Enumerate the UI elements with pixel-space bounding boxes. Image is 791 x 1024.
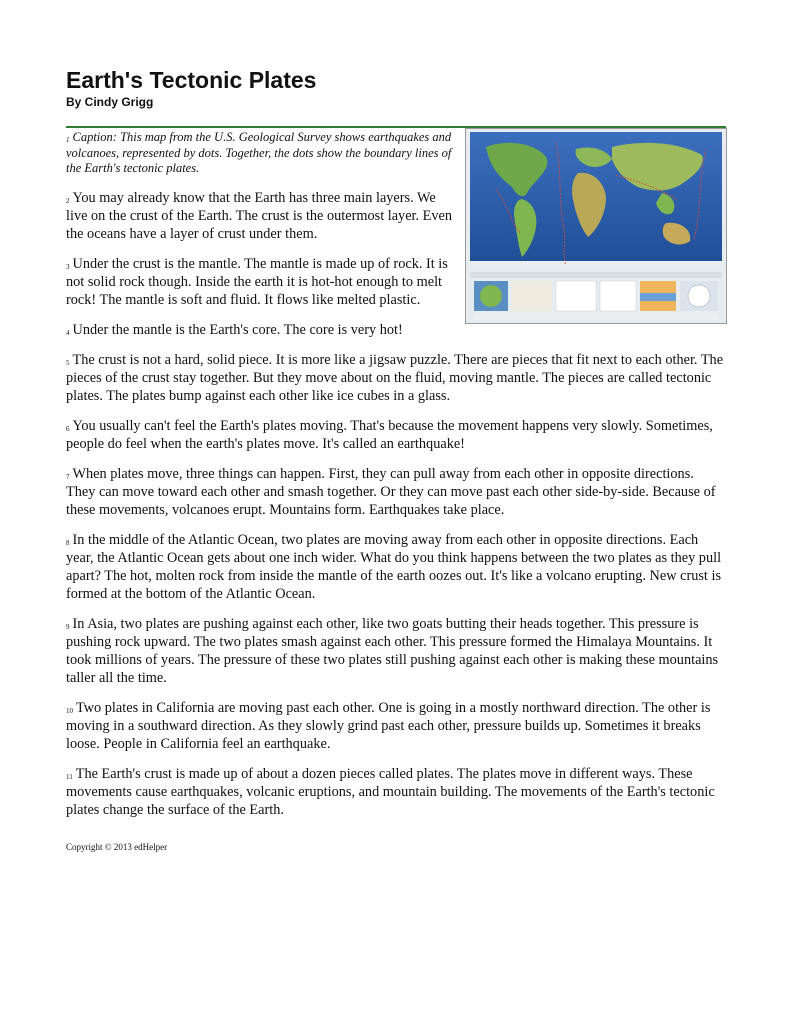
paragraph-11: $^{11}$ The Earth's crust is made up of about a dozen pieces called plates. The plates move in different ways. These movements cause earthquakes, volcanic eruptions, and mountain building. The movements of the Earth's tectonic plates change the surface of the Earth.: [66, 765, 715, 818]
article-body: [66, 130, 726, 831]
copyright-notice: Copyright © 2013 edHelper: [66, 842, 168, 852]
paragraph-9: $^9$ In Asia, two plates are pushing against each other, like two goats butting their heads together. This pressure is pushing rock upward. The two plates smash against each other. This pressure formed the Himalaya Mountains. It took millions of years. The pressure of these two plates still pushing against each other is making these mountains taller all the time.: [66, 615, 719, 686]
paragraph-4: $^4$ Under the mantle is the Earth's core. The core is very hot!: [66, 321, 403, 338]
page-title: Earth's Tectonic Plates: [66, 67, 317, 93]
paragraph-5: $^5$ The crust is not a hard, solid piece. It is more like a jigsaw puzzle. There are pieces that fit next to each other. The pieces of the crust stay together. But they move about on the fluid, moving mantle. The pieces are called tectonic plates. The plates bump against each other like ice cubes in a glass.: [66, 351, 724, 404]
figure-caption: $^1$ Caption: This map from the U.S. Geological Survey shows earthquakes and volcanoes, represented by dots. Together, the dots show the boundary lines of the Earth's tectonic plates.: [66, 130, 452, 175]
paragraph-6: $^6$ You usually can't feel the Earth's plates moving. That's because the movement happens very slowly. Sometimes, people do feel when the earth's plates move. It's called an earthquake!: [66, 417, 713, 452]
paragraph-7: $^7$ When plates move, three things can happen. First, they can pull away from each other in opposite directions. They can move toward each other and smash together. Or they can move past each other side-by-side. Because of these movements, volcanoes erupt. Mountains form. Earthquakes take place.: [66, 465, 716, 518]
paragraph-3: $^3$ Under the crust is the mantle. The mantle is made up of rock. It is not solid rock though. Inside the earth it is hot-hot enough to melt rock! The mantle is soft and fluid. It flows like melted plastic.: [66, 255, 448, 308]
paragraph-10: $^{10}$ Two plates in California are moving past each other. One is going in a mostly northward direction. The other is moving in a southward direction. As they slowly grind past each other, pressure builds up. Sometimes it breaks loose. People in California feel an earthquake.: [66, 699, 711, 752]
paragraph-2: $^2$ You may already know that the Earth has three main layers. We live on the crust of the Earth. The crust is the outermost layer. Even the oceans have a layer of crust under them.: [66, 189, 453, 242]
author-byline: By Cindy Grigg: [66, 95, 154, 109]
paragraph-8: $^8$ In the middle of the Atlantic Ocean, two plates are moving away from each other in opposite directions. Each year, the Atlantic Ocean gets about one inch wider. What do you think happens between the two plates as they pull apart? The hot, molten rock from inside the mantle of the earth oozes out. It's like a volcano erupting. New crust is formed at the bottom of the Atlantic Ocean.: [66, 531, 722, 602]
